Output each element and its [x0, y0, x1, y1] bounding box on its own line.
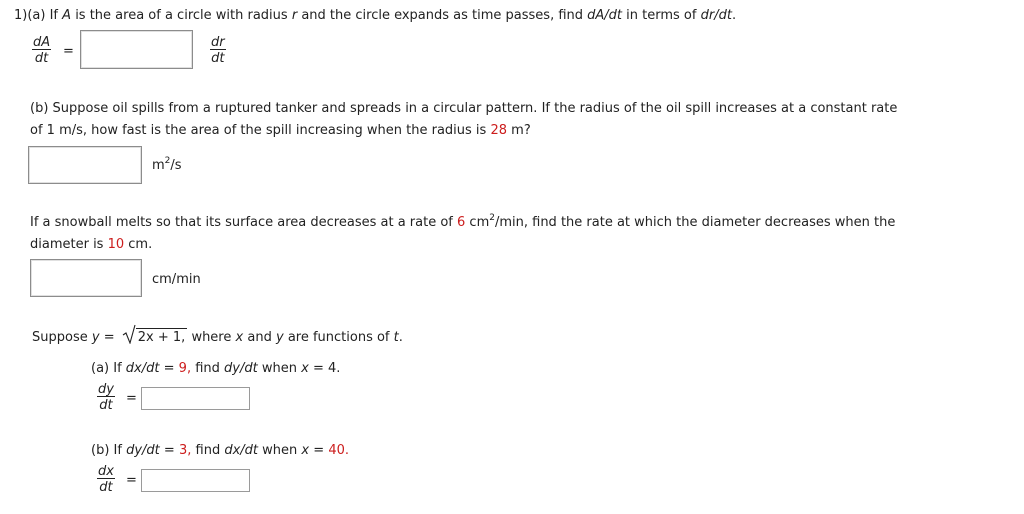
answer-input-2[interactable] — [30, 259, 142, 297]
rate-value: 6 — [457, 215, 466, 230]
equals-sign: = — [63, 44, 74, 59]
p3b-when: when — [262, 443, 298, 458]
var-y: y — [275, 330, 284, 345]
p2-unit-exponent: 2 — [489, 212, 495, 223]
p2-text-3: diameter is — [30, 237, 104, 252]
equals-sign: = — [126, 391, 137, 406]
fraction-numerator: dA — [33, 35, 51, 50]
fraction-numerator: dr — [211, 35, 225, 50]
diameter-value: 10 — [107, 237, 125, 252]
p3b-given-derivative: dy/dt — [126, 443, 160, 458]
p3b-mid: find — [195, 443, 221, 458]
fraction-numerator: dx — [98, 464, 114, 479]
dxdt-value: 9, — [178, 361, 192, 376]
p3a-given-derivative: dx/dt — [125, 361, 160, 376]
fraction-numerator: dy — [98, 382, 114, 397]
p2-text-2: /min, find the rate at which the diameter decreases when the — [494, 215, 896, 230]
var-y: y — [91, 330, 100, 345]
answer-input-3b[interactable] — [141, 469, 250, 492]
radical-sign-icon — [122, 324, 136, 344]
equals-sign: = — [103, 330, 115, 345]
p1-target-derivative: dA/dt — [587, 8, 623, 23]
p1b-end: m? — [511, 123, 531, 138]
answer-input-3a[interactable] — [141, 387, 250, 410]
p2-text-1: If a snowball melts so that its surface area decreases at a rate of — [30, 215, 453, 230]
p3a-pre: (a) If — [91, 361, 122, 376]
p3-text-3: and — [247, 330, 272, 345]
var-r: r — [291, 8, 298, 23]
fraction-denominator: dt — [99, 480, 113, 495]
problem-1b-line-1: (b) Suppose oil spills from a ruptured tanker and spreads in a circular pattern. If the radius of the oil spill increases at a constant rate — [30, 101, 898, 116]
fraction-dr-dt — [210, 36, 226, 65]
unit-label-2: cm/min — [152, 272, 201, 287]
p1-given-derivative: dr/dt — [700, 8, 732, 23]
problem-2-line-1 — [30, 212, 896, 230]
answer-input-1b[interactable] — [28, 146, 142, 184]
fraction-denominator: dt — [99, 398, 113, 413]
var-x: x — [301, 443, 310, 458]
problem-3b-prompt — [91, 443, 349, 458]
p2-end: cm. — [128, 237, 153, 252]
problem-3-intro — [32, 328, 403, 345]
dydt-value: 3, — [178, 443, 192, 458]
answer-input-1a[interactable] — [80, 30, 193, 69]
x-value: 40. — [328, 443, 349, 458]
equals-sign: = — [313, 443, 325, 458]
p1-text-3: in terms of — [626, 8, 697, 23]
p3a-mid: find — [195, 361, 220, 376]
p3a-when: when — [261, 361, 297, 376]
p1-text-1: is the area of a circle with radius — [75, 8, 288, 23]
p3a-target-derivative: dy/dt — [224, 361, 258, 376]
p3b-pre: (b) If — [91, 443, 122, 458]
problem-3a-prompt — [91, 361, 340, 376]
p3-text-2: where — [191, 330, 232, 345]
square-root — [122, 328, 188, 345]
fraction-denominator: dt — [211, 51, 225, 66]
radius-value: 28 — [490, 123, 508, 138]
var-x: x — [301, 361, 309, 376]
problem-2-line-2 — [30, 237, 152, 252]
fraction-dA-dt — [32, 36, 51, 65]
equals-sign: = — [163, 361, 175, 376]
p3-text-1: Suppose — [32, 330, 88, 345]
unit-base: m — [152, 158, 165, 173]
problem-1a-prompt — [14, 8, 736, 23]
p1b-text: of 1 m/s, how fast is the area of the spill increasing when the radius is — [30, 123, 487, 138]
problem-1b-line-2 — [30, 123, 531, 138]
p3-end: . — [398, 330, 403, 345]
radicand: 2x + 1, — [137, 330, 186, 345]
var-x: x — [235, 330, 244, 345]
equals-sign: = — [126, 473, 137, 488]
p2-unit-base: cm — [469, 215, 490, 230]
p3b-target-derivative: dx/dt — [224, 443, 259, 458]
fraction-dx-dt — [97, 465, 115, 494]
unit-tail: /s — [170, 158, 182, 173]
unit-exponent: 2 — [164, 155, 171, 166]
var-t: t — [393, 330, 399, 345]
fraction-dy-dt — [97, 383, 115, 412]
p1-end: . — [731, 8, 737, 23]
fraction-denominator: dt — [34, 51, 49, 66]
equals-sign: = — [163, 443, 175, 458]
p3-text-4: are functions of — [287, 330, 390, 345]
p3a-condition: = 4. — [312, 361, 341, 376]
var-A: A — [62, 8, 72, 23]
p1-text-2: and the circle expands as time passes, find — [301, 8, 584, 23]
unit-label-1b — [152, 155, 182, 173]
p1-prefix: 1)(a) If — [14, 8, 58, 23]
